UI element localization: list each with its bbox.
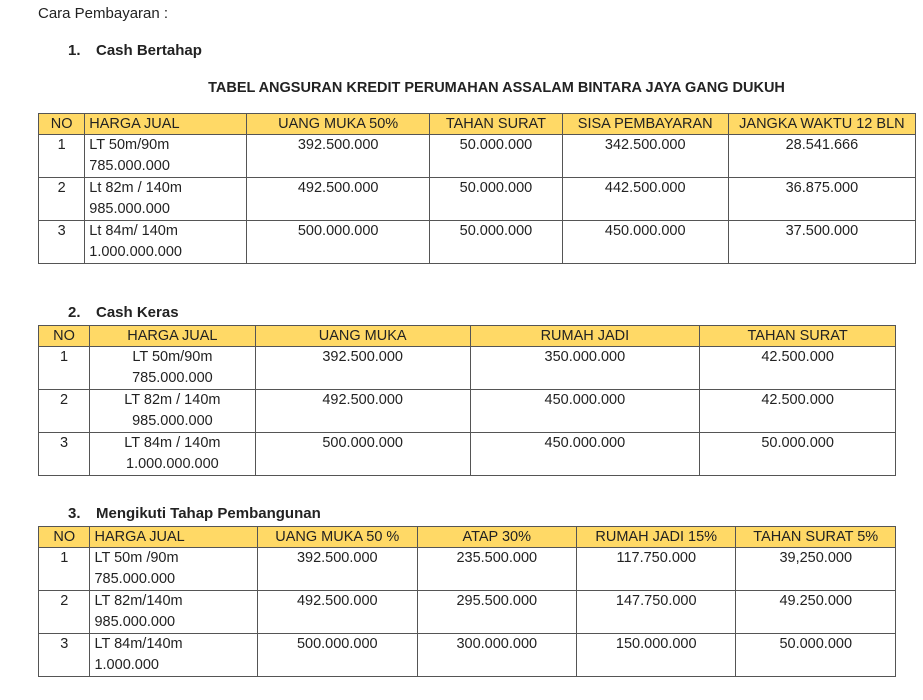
header-rumah-jadi: RUMAH JADI [470, 326, 700, 347]
house-type: LT 84m / 140m [124, 435, 221, 451]
header-no: NO [39, 527, 90, 548]
header-tahan-surat: TAHAN SURAT [430, 114, 562, 135]
cell-no: 3 [39, 634, 90, 677]
house-price: 785.000.000 [89, 158, 170, 174]
table-row [39, 548, 896, 591]
cell-sisa-pembayaran: 342.500.000 [562, 135, 728, 178]
table-row [39, 390, 896, 433]
table-header-row [39, 326, 896, 347]
section-label: Mengikuti Tahap Pembangunan [96, 505, 321, 522]
house-type: LT 82m / 140m [124, 392, 221, 408]
intro-text: Cara Pembayaran : [38, 5, 169, 22]
section-number: 2. [68, 304, 81, 321]
cell-tahan-surat: 39,250.000 [736, 548, 896, 591]
house-type: LT 50m/90m [89, 137, 170, 153]
cell-atap: 235.500.000 [417, 548, 576, 591]
header-harga-jual: HARGA JUAL [90, 527, 258, 548]
cell-harga-jual [85, 221, 247, 264]
header-atap: ATAP 30% [417, 527, 576, 548]
house-type: Lt 82m / 140m [89, 180, 182, 196]
cell-tahan-surat: 50.000.000 [430, 221, 562, 264]
table-header-row [39, 114, 916, 135]
house-price: 785.000.000 [132, 370, 213, 386]
cell-rumah-jadi: 147.750.000 [577, 591, 736, 634]
cell-no: 3 [39, 221, 85, 264]
cell-harga-jual [90, 634, 258, 677]
header-harga-jual: HARGA JUAL [89, 326, 255, 347]
table-row [39, 591, 896, 634]
header-uang-muka: UANG MUKA [255, 326, 470, 347]
cell-uang-muka: 500.000.000 [258, 634, 417, 677]
house-type: LT 84m/140m [94, 636, 183, 652]
table-row [39, 178, 916, 221]
section-number: 1. [68, 42, 81, 59]
cell-tahan-surat: 50.000.000 [430, 135, 562, 178]
cell-jangka-waktu: 36.875.000 [728, 178, 915, 221]
cell-jangka-waktu: 28.541.666 [728, 135, 915, 178]
cell-no: 1 [39, 347, 90, 390]
tahap-pembangunan-table [38, 526, 896, 677]
house-price: 985.000.000 [132, 413, 213, 429]
cell-harga-jual [85, 135, 247, 178]
section-label: Cash Keras [96, 304, 179, 321]
cell-sisa-pembayaran: 442.500.000 [562, 178, 728, 221]
cash-bertahap-table [38, 113, 916, 264]
cell-harga-jual [89, 347, 255, 390]
house-price: 785.000.000 [94, 571, 176, 587]
cell-uang-muka: 492.500.000 [255, 390, 470, 433]
cell-tahan-surat: 42.500.000 [700, 347, 896, 390]
cell-uang-muka: 500.000.000 [247, 221, 430, 264]
cell-uang-muka: 392.500.000 [247, 135, 430, 178]
house-price: 985.000.000 [89, 201, 170, 217]
cell-tahan-surat: 49.250.000 [736, 591, 896, 634]
cash-keras-table [38, 325, 896, 476]
section-1-title [68, 42, 202, 59]
cell-rumah-jadi: 450.000.000 [470, 390, 700, 433]
table-row [39, 634, 896, 677]
cell-atap: 295.500.000 [417, 591, 576, 634]
cell-uang-muka: 392.500.000 [255, 347, 470, 390]
section-number: 3. [68, 505, 81, 522]
table-row [39, 221, 916, 264]
table-header-row [39, 527, 896, 548]
table-row [39, 135, 916, 178]
cell-tahan-surat: 50.000.000 [700, 433, 896, 476]
table-row [39, 347, 896, 390]
cell-harga-jual [90, 591, 258, 634]
cell-uang-muka: 500.000.000 [255, 433, 470, 476]
cell-no: 1 [39, 548, 90, 591]
header-uang-muka: UANG MUKA 50% [247, 114, 430, 135]
cell-harga-jual [85, 178, 247, 221]
cell-tahan-surat: 50.000.000 [736, 634, 896, 677]
cell-rumah-jadi: 150.000.000 [577, 634, 736, 677]
house-type: Lt 84m/ 140m [89, 223, 178, 239]
table-caption: TABEL ANGSURAN KREDIT PERUMAHAN ASSALAM BINTARA JAYA GANG DUKUH [208, 80, 785, 96]
cell-harga-jual [89, 390, 255, 433]
cell-harga-jual [89, 433, 255, 476]
cell-jangka-waktu: 37.500.000 [728, 221, 915, 264]
header-rumah-jadi: RUMAH JADI 15% [577, 527, 736, 548]
header-tahan-surat: TAHAN SURAT 5% [736, 527, 896, 548]
house-price: 985.000.000 [94, 614, 176, 630]
header-no: NO [39, 114, 85, 135]
cell-sisa-pembayaran: 450.000.000 [562, 221, 728, 264]
header-tahan-surat: TAHAN SURAT [700, 326, 896, 347]
cell-tahan-surat: 50.000.000 [430, 178, 562, 221]
house-type: LT 50m/90m [132, 349, 213, 365]
cell-rumah-jadi: 350.000.000 [470, 347, 700, 390]
cell-harga-jual [90, 548, 258, 591]
section-2-title [68, 304, 179, 321]
header-sisa-pembayaran: SISA PEMBAYARAN [562, 114, 728, 135]
header-harga-jual: HARGA JUAL [85, 114, 247, 135]
header-jangka-waktu: JANGKA WAKTU 12 BLN [728, 114, 915, 135]
cell-no: 2 [39, 591, 90, 634]
cell-atap: 300.000.000 [417, 634, 576, 677]
house-type: LT 82m/140m [94, 593, 183, 609]
house-price: 1.000.000 [94, 657, 159, 673]
cell-uang-muka: 392.500.000 [258, 548, 417, 591]
house-price: 1.000.000.000 [126, 456, 219, 472]
cell-uang-muka: 492.500.000 [247, 178, 430, 221]
table-row [39, 433, 896, 476]
header-uang-muka: UANG MUKA 50 % [258, 527, 417, 548]
cell-no: 2 [39, 390, 90, 433]
cell-uang-muka: 492.500.000 [258, 591, 417, 634]
cell-tahan-surat: 42.500.000 [700, 390, 896, 433]
section-label: Cash Bertahap [96, 42, 202, 59]
cell-rumah-jadi: 450.000.000 [470, 433, 700, 476]
cell-no: 1 [39, 135, 85, 178]
cell-no: 2 [39, 178, 85, 221]
house-type: LT 50m /90m [94, 550, 179, 566]
house-price: 1.000.000.000 [89, 244, 182, 260]
section-3-title [68, 505, 321, 522]
cell-rumah-jadi: 117.750.000 [577, 548, 736, 591]
cell-no: 3 [39, 433, 90, 476]
header-no: NO [39, 326, 90, 347]
